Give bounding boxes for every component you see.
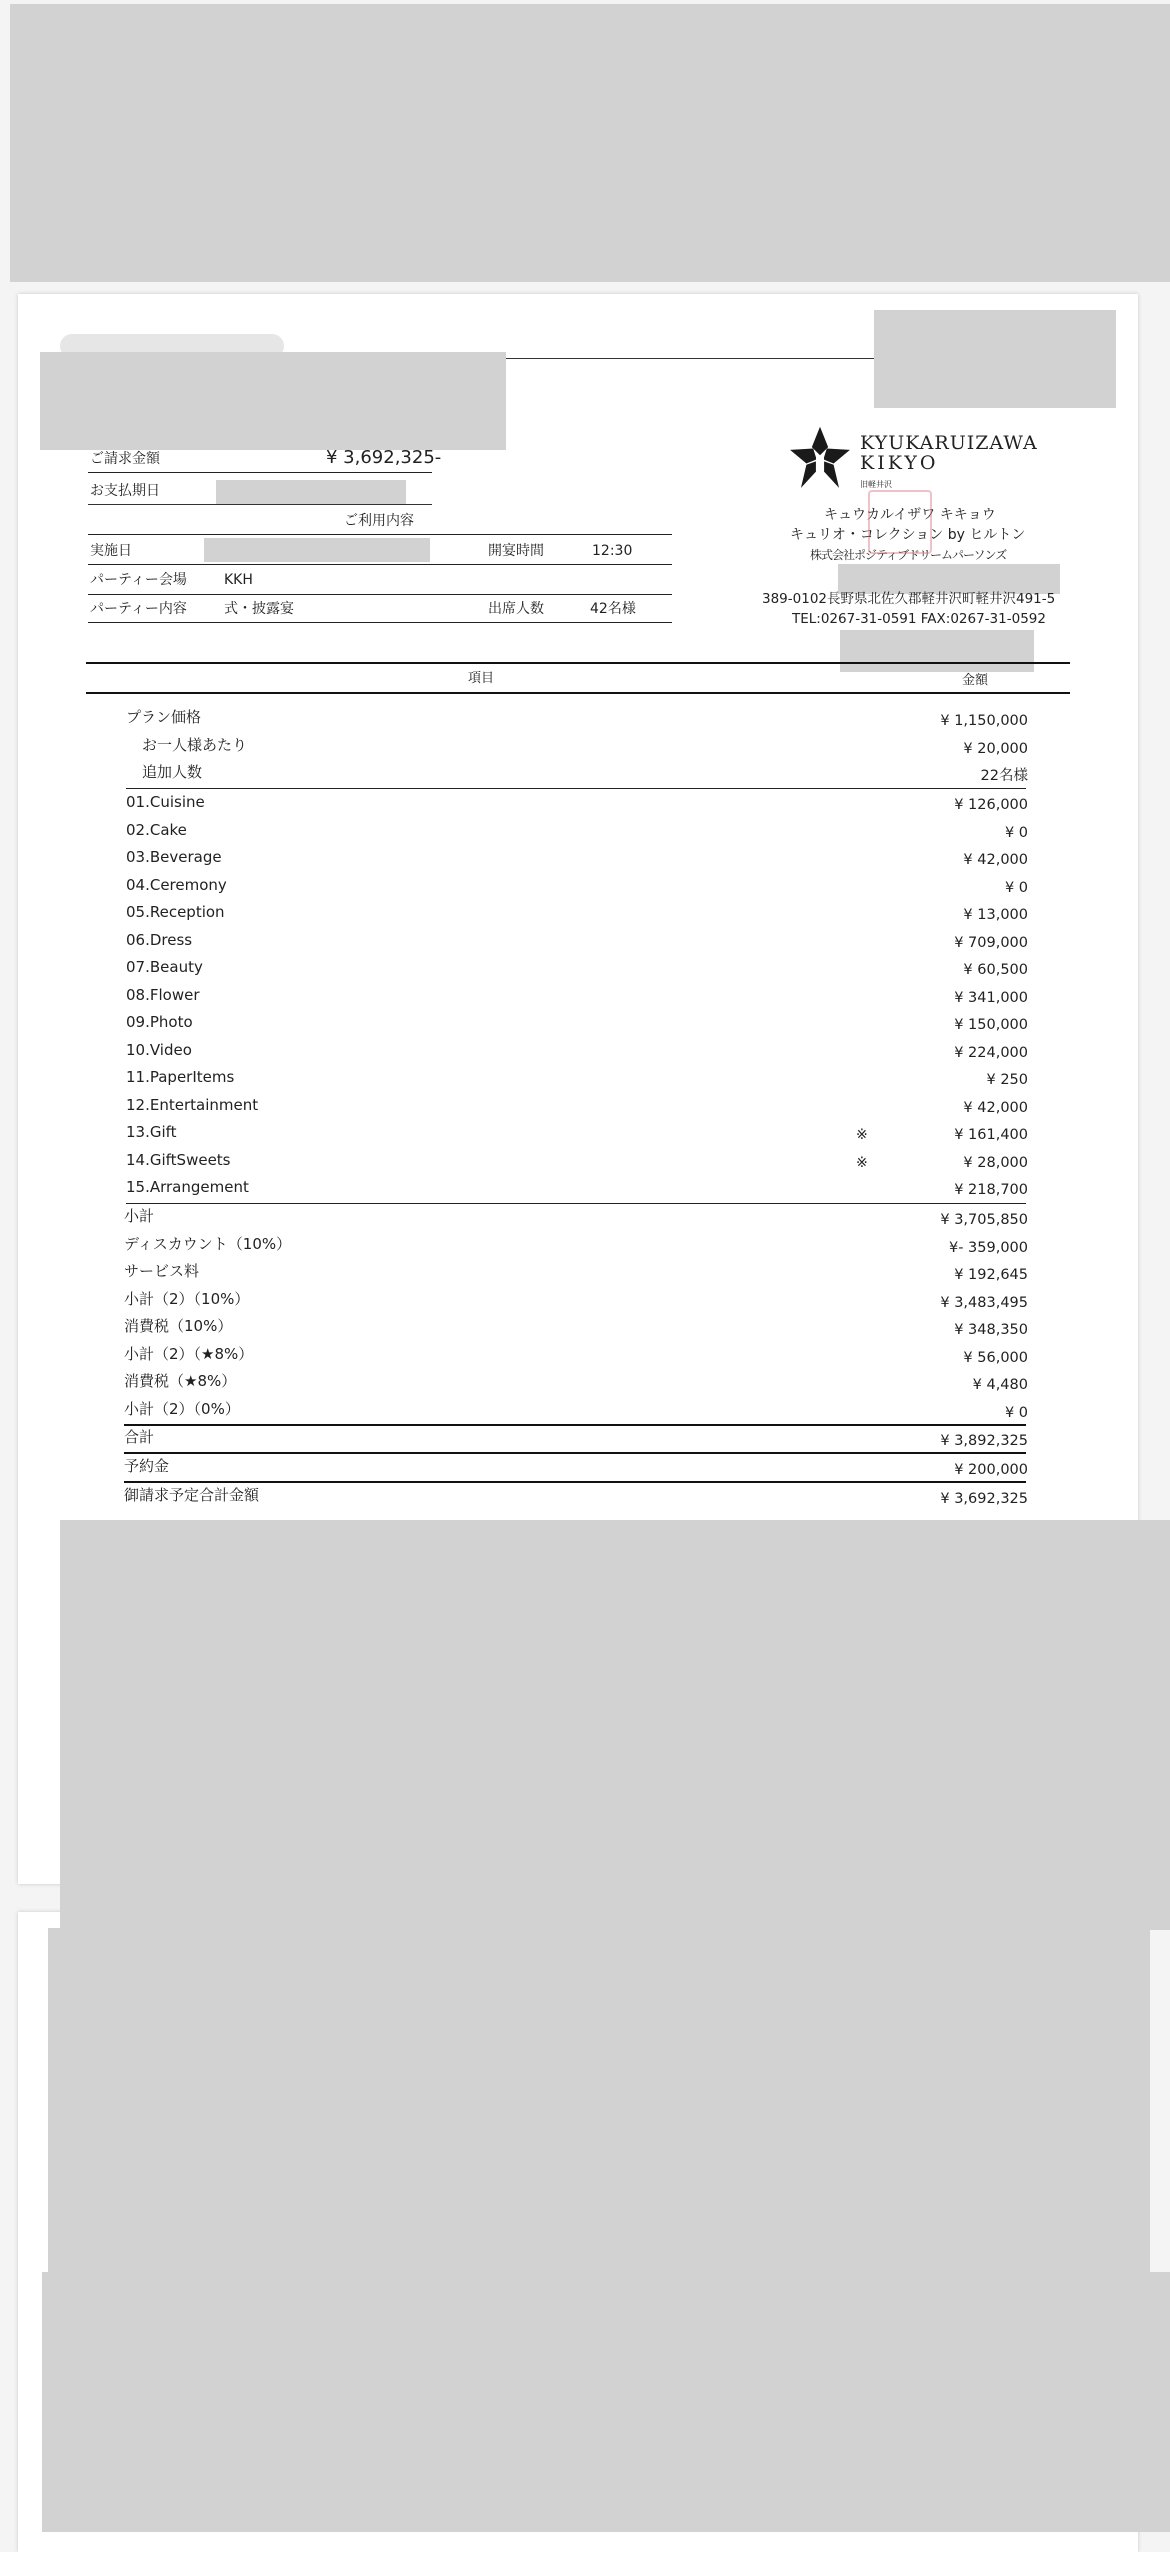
party-type-value: 式・披露宴 [224, 601, 294, 617]
company-name-kana: キュウカルイザワ キキョウ [824, 507, 996, 523]
column-item-header: 項目 [468, 671, 495, 686]
summary-amount: ¥ 3,705,850 [940, 1212, 1028, 1228]
company-corp: 株式会社ポジティブドリームパーソンズ [810, 548, 1007, 562]
additional-guests-amount: 22名様 [980, 768, 1028, 784]
item-label: 15.Arrangement [126, 1178, 249, 1196]
company-tel-fax: TEL:0267-31-0591 FAX:0267-31-0592 [792, 611, 1046, 627]
item-label: 04.Ceremony [126, 876, 227, 894]
plan-price-amount: ¥ 1,150,000 [940, 713, 1028, 729]
summary-amount: ¥ 192,645 [954, 1267, 1028, 1283]
company-collection: キュリオ・コレクション by ヒルトン [790, 527, 1026, 543]
redacted-bottom-block-3 [42, 2272, 1170, 2532]
item-amount: ¥ 250 [986, 1072, 1028, 1088]
company-address: 389-0102長野県北佐久郡軽井沢町軽井沢491-5 [762, 591, 1056, 607]
summary-label: 小計（2）（10%） [124, 1290, 250, 1308]
summary-label: 小計（2）（0%） [124, 1400, 240, 1418]
item-amount: ¥ 709,000 [954, 935, 1028, 951]
redacted-company-footer [840, 630, 1034, 672]
summary-label: 消費税（★8%） [124, 1372, 237, 1390]
item-label: 11.PaperItems [126, 1068, 235, 1086]
summary-amount: ¥- 359,000 [948, 1240, 1028, 1256]
guests-value: 42名様 [590, 601, 636, 617]
items-table-header-line [86, 692, 1070, 694]
redacted-bottom-block-1 [60, 1520, 1170, 1930]
redacted-document-number [874, 310, 1116, 408]
summary-separator-line [124, 1424, 1026, 1426]
plan-price-label: プラン価格 [126, 708, 202, 726]
total-amount: ¥ 3,892,325 [940, 1433, 1028, 1449]
summary-label: 消費税（10%） [124, 1317, 233, 1335]
item-amount: ¥ 218,700 [954, 1182, 1028, 1198]
summary-label: 小計 [124, 1207, 155, 1225]
summary-amount: ¥ 0 [1004, 1405, 1028, 1421]
item-label: 02.Cake [126, 821, 187, 839]
redacted-recipient [40, 352, 506, 450]
item-amount: ¥ 13,000 [963, 907, 1028, 923]
logo-line2: KIKYO [860, 452, 939, 474]
per-person-amount: ¥ 20,000 [963, 741, 1028, 757]
item-amount: ¥ 60,500 [963, 962, 1028, 978]
usage-row2-line [88, 594, 672, 595]
item-label: 10.Video [126, 1041, 192, 1059]
item-amount: ¥ 0 [1004, 825, 1028, 841]
deposit-separator-line [124, 1481, 1026, 1483]
usage-table-bottom-line [88, 622, 672, 623]
items-separator-line [126, 1203, 1026, 1204]
redacted-bottom-block-2 [48, 1928, 1150, 2280]
billing-amount-value: ¥ 3,692,325- [326, 447, 442, 468]
grand-total-label: 御請求予定合計金額 [124, 1486, 260, 1504]
usage-row1-line [88, 564, 672, 565]
summary-label: サービス料 [124, 1262, 200, 1280]
summary-label: ディスカウント（10%） [124, 1235, 292, 1253]
summary-amount: ¥ 4,480 [972, 1377, 1028, 1393]
item-amount: ¥ 126,000 [954, 797, 1028, 813]
summary-amount: ¥ 348,350 [954, 1322, 1028, 1338]
payment-due-underline [88, 504, 432, 505]
item-reduced-tax-mark: ※ [856, 1155, 868, 1171]
item-label: 13.Gift [126, 1123, 177, 1141]
venue-value: KKH [224, 572, 253, 588]
item-label: 06.Dress [126, 931, 193, 949]
venue-label: パーティー会場 [90, 572, 187, 588]
event-date-label: 実施日 [90, 543, 132, 559]
item-amount: ¥ 150,000 [954, 1017, 1028, 1033]
logo-line1: KYUKARUIZAWA [860, 432, 1038, 454]
usage-details-label: ご利用内容 [344, 513, 414, 529]
item-amount: ¥ 341,000 [954, 990, 1028, 1006]
company-seal-stamp [868, 490, 932, 554]
item-amount: ¥ 0 [1004, 880, 1028, 896]
item-amount: ¥ 224,000 [954, 1045, 1028, 1061]
item-label: 07.Beauty [126, 958, 203, 976]
item-label: 09.Photo [126, 1013, 193, 1031]
grand-total-amount: ¥ 3,692,325 [940, 1491, 1028, 1507]
kikyo-flower-logo-icon [786, 424, 854, 492]
redacted-payment-due [216, 480, 406, 504]
redacted-event-date [204, 538, 430, 562]
billing-amount-underline [88, 472, 432, 473]
summary-amount: ¥ 3,483,495 [940, 1295, 1028, 1311]
item-reduced-tax-mark: ※ [856, 1127, 868, 1143]
deposit-amount: ¥ 200,000 [954, 1462, 1028, 1478]
item-amount: ¥ 161,400 [954, 1127, 1028, 1143]
item-label: 05.Reception [126, 903, 225, 921]
item-amount: ¥ 28,000 [963, 1155, 1028, 1171]
guests-label: 出席人数 [488, 601, 544, 617]
summary-label: 小計（2）（★8%） [124, 1345, 254, 1363]
column-amount-header: 金額 [962, 673, 989, 688]
additional-guests-label: 追加人数 [142, 763, 203, 781]
start-time-value: 12:30 [592, 543, 633, 559]
item-amount: ¥ 42,000 [963, 1100, 1028, 1116]
total-separator-line [124, 1452, 1026, 1454]
start-time-label: 開宴時間 [488, 543, 544, 559]
item-label: 08.Flower [126, 986, 200, 1004]
items-table-top-line [86, 662, 1070, 664]
plan-separator-line [126, 788, 1026, 789]
item-label: 12.Entertainment [126, 1096, 259, 1114]
item-label: 03.Beverage [126, 848, 222, 866]
deposit-label: 予約金 [124, 1457, 170, 1475]
item-label: 14.GiftSweets [126, 1151, 231, 1169]
party-type-label: パーティー内容 [90, 601, 187, 617]
billing-amount-label: ご請求金額 [90, 451, 160, 467]
item-label: 01.Cuisine [126, 793, 205, 811]
item-amount: ¥ 42,000 [963, 852, 1028, 868]
per-person-label: お一人様あたり [142, 736, 248, 754]
usage-table-top-line [88, 534, 672, 535]
total-label: 合計 [124, 1428, 155, 1446]
payment-due-label: お支払期日 [90, 483, 160, 499]
redacted-top-block [10, 4, 1170, 282]
summary-amount: ¥ 56,000 [963, 1350, 1028, 1366]
logo-sub: 旧軽井沢 [860, 480, 892, 489]
